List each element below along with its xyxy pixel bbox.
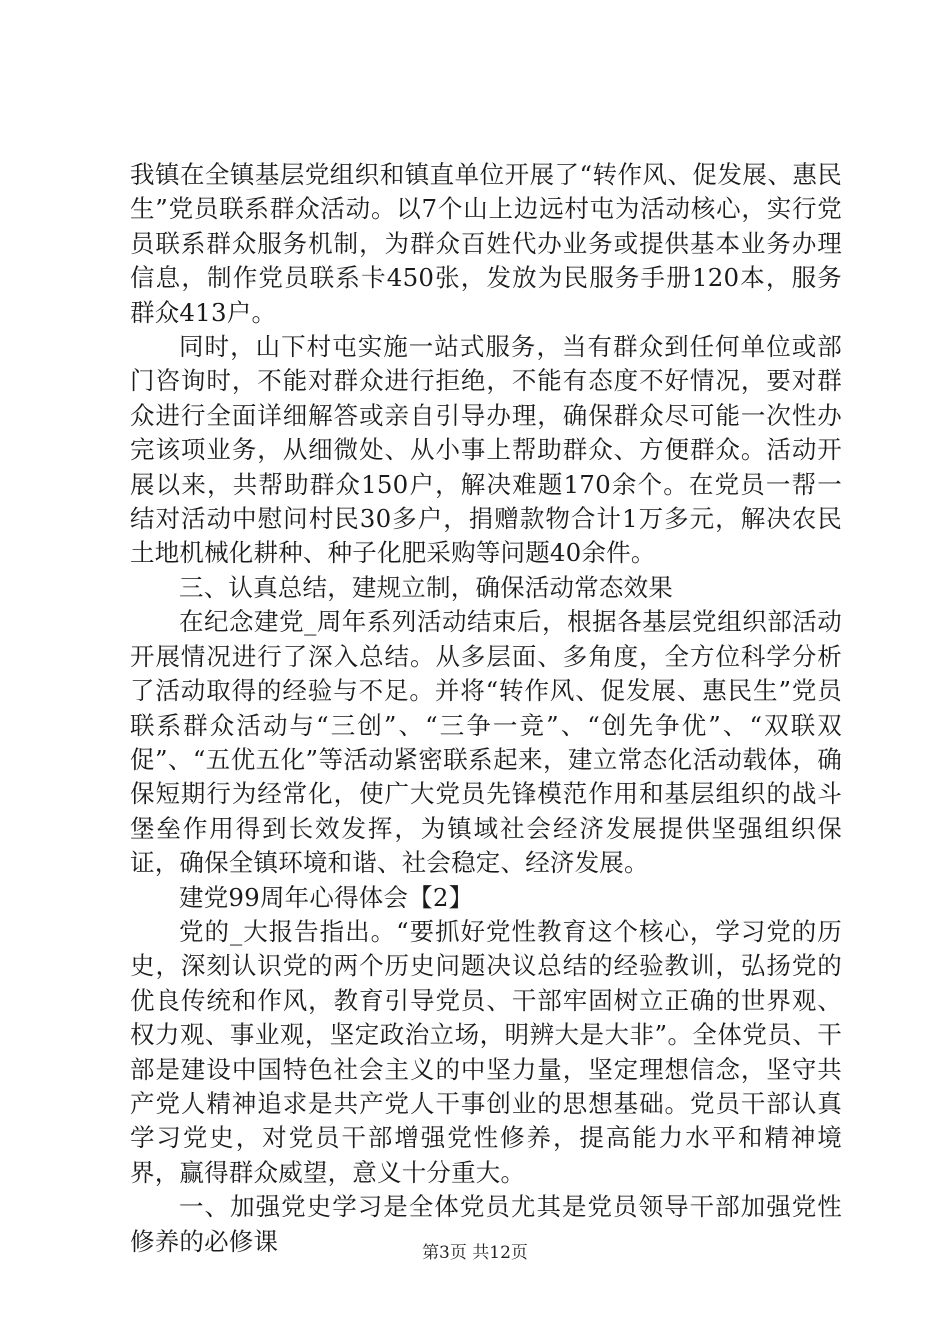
paragraph-6: 党的_大报告指出。“要抓好党性教育这个核心，学习党的历史，深刻认识党的两个历史问题决议总结的经验教训，弘扬党的优良传统和作风，教育引导党员、干部牢固树立正确的世界观、权力观、事业观，坚定政治立场，明辨大是大非”。全体党员、干部是建设中国特色社会主义的中坚力量，坚定理想信念，坚守共产党人精神追求是共产党人干事创业的思想基础。党员干部认真学习党史，对党员干部增强党性修养，提高能力水平和精神境界，赢得群众威望，意义十分重大。 [130, 916, 842, 1187]
section-heading-1: 一、加强党史学习是全体党员尤其是党员领导干部加强党性修养的必修课 [130, 1192, 842, 1256]
page-number-footer: 第3页 共12页 [422, 1243, 528, 1263]
section-heading-3: 三、认真总结，建规立制，确保活动常态效果 [179, 572, 673, 602]
paragraph-4: 在纪念建党_周年系列活动结束后，根据各基层党组织部活动开展情况进行了深入总结。从多层面、多角度，全方位科学分析了活动取得的经验与不足。并将“转作风、促发展、惠民生”党员联系群众活动与“三创”、“三争一竞”、“创先争优”、“双联双促”、“五优五化”等活动紧密联系起来，建立常态化活动载体，确保短期行为经常化，使广大党员先锋模范作用和基层组织的战斗堡垒作用得到长效发挥，为镇域社会经济发展提供坚强组织保证，确保全镇环境和谐、社会稳定、经济发展。 [130, 607, 842, 878]
article-title-2: 建党99周年心得体会【2】 [179, 882, 474, 912]
paragraph-2: 同时，山下村屯实施一站式服务，当有群众到任何单位或部门咨询时，不能对群众进行拒绝，不能有态度不好情况，要对群众进行全面详细解答或亲自引导办理，确保群众尽可能一次性办完该项业务，从细微处、从小事上帮助群众、方便群众。活动开展以来，共帮助群众150户，解决难题170余个。在党员一帮一结对活动中慰问村民30多户，捐赠款物合计1万多元，解决农民土地机械化耕种、种子化肥采购等问题40余件。 [130, 332, 842, 568]
paragraph-1: 我镇在全镇基层党组织和镇直单位开展了“转作风、促发展、惠民生”党员联系群众活动。以7个山上边远村屯为活动核心，实行党员联系群众服务机制，为群众百姓代办业务或提供基本业务办理信息，制作党员联系卡450张，发放为民服务手册120本，服务群众413户。 [130, 160, 842, 327]
document-body [130, 158, 842, 1259]
